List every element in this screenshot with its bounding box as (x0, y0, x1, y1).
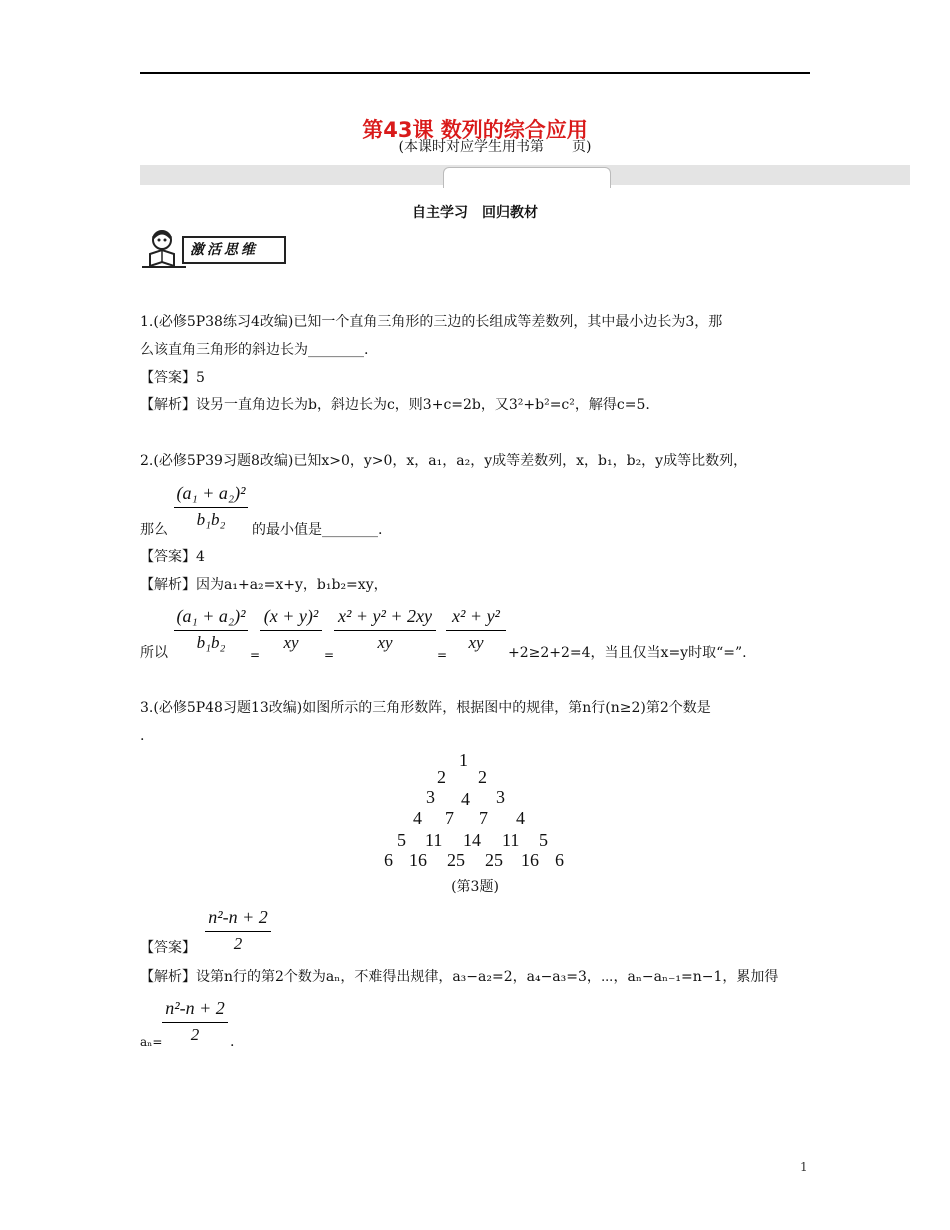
page-number: 1 (800, 1160, 808, 1174)
triangle-cell: 5 (539, 830, 548, 850)
q2-analysis-fraction-1 (174, 606, 248, 653)
q2-fraction-denominator: b₁b₂ (196, 510, 226, 529)
triangle-cell: 25 (485, 850, 503, 870)
section-tab (443, 167, 611, 188)
triangle-cell: 3 (426, 787, 435, 807)
triangle-cell: 7 (479, 808, 488, 828)
q3-answer-fraction (205, 907, 271, 954)
triangle-cell: 7 (445, 808, 454, 828)
fraction-bar (174, 630, 248, 631)
fraction-denominator: xy (468, 633, 484, 652)
figure-caption: (第3题) (451, 879, 499, 895)
fraction-denominator: b₁b₂ (196, 633, 226, 652)
q2-answer: 【答案】4 (140, 549, 205, 565)
q1-stem-line2: 么该直角三角形的斜边长为________. (140, 342, 369, 358)
q1-stem-line1: 1.(必修5P38练习4改编)已知一个直角三角形的三边的长组成等差数列，其中最小边长为3，那 (140, 314, 723, 330)
q2-analysis-tail: +2≥2+2=4，当且仅当x=y时取“=”. (508, 645, 747, 661)
q3-an-suffix: . (230, 1034, 235, 1050)
equals-sign: = (324, 648, 335, 662)
fraction-numerator: (x + y)² (263, 606, 319, 626)
q2-analysis: 【解析】因为a₁+a₂=x+y，b₁b₂=xy， (140, 577, 388, 593)
q2-analysis-fraction-3 (334, 606, 436, 653)
fraction-bar (260, 630, 322, 631)
triangle-cell: 1 (459, 750, 468, 770)
q2-so-label: 所以 (140, 645, 168, 661)
fraction-bar (174, 507, 248, 508)
triangle-cell: 4 (461, 789, 470, 809)
equals-sign: = (437, 648, 448, 662)
q3-answer-label: 【答案】 (140, 940, 196, 956)
section-heading: 自主学习 回归教材 (412, 205, 538, 221)
triangle-cell: 14 (463, 830, 481, 850)
q2-stem-prefix: 那么 (140, 522, 168, 538)
lesson-title: 第43课 数列的综合应用 (362, 118, 588, 142)
logo-label: 激活思维 (190, 242, 258, 258)
q3-stem-line2: . (140, 728, 145, 744)
fraction-denominator: 2 (190, 1025, 200, 1044)
fraction-numerator: x² + y² (452, 606, 500, 626)
fraction-numerator: x² + y² + 2xy (337, 606, 433, 626)
triangle-cell: 16 (409, 850, 427, 870)
triangle-cell: 11 (502, 830, 520, 850)
q2-fraction-numerator: (a₁ + a₂)² (176, 483, 246, 503)
triangle-cell: 2 (478, 767, 487, 787)
triangle-cell: 6 (555, 850, 564, 870)
q3-an-prefix: aₙ= (140, 1035, 163, 1049)
fraction-numerator: n²-n + 2 (165, 998, 225, 1018)
fraction-denominator: xy (377, 633, 393, 652)
q1-answer: 【答案】5 (140, 370, 205, 386)
triangle-cell: 4 (516, 808, 525, 828)
triangle-cell: 16 (521, 850, 539, 870)
triangle-cell: 3 (496, 787, 505, 807)
fraction-bar (205, 931, 271, 932)
lesson-subtitle: (本课时对应学生用书第 页) (398, 139, 592, 155)
triangle-cell: 5 (397, 830, 406, 850)
q2-analysis-fraction-4 (446, 606, 506, 653)
fraction-bar (446, 630, 506, 631)
triangle-cell: 25 (447, 850, 465, 870)
q3-stem-line1: 3.(必修5P48习题13改编)如图所示的三角形数阵，根据图中的规律，第n行(n≥2)第2个数是 (140, 700, 711, 716)
triangle-cell: 2 (437, 767, 446, 787)
fraction-denominator: xy (283, 633, 299, 652)
equals-sign: = (250, 648, 261, 662)
q2-analysis-fraction-2 (260, 606, 322, 653)
fraction-bar (334, 630, 436, 631)
q3-analysis: 【解析】设第n行的第2个数为aₙ，不难得出规律，a₃−a₂=2，a₄−a₃=3，⋯，aₙ−aₙ₋₁=n−1，累加得 (140, 969, 779, 985)
top-rule (140, 72, 810, 74)
triangle-cell: 4 (413, 808, 422, 828)
triangle-cell: 6 (384, 850, 393, 870)
q2-stem-suffix: 的最小值是________. (252, 522, 383, 538)
q2-fraction (174, 483, 248, 530)
fraction-denominator: 2 (233, 934, 243, 953)
q1-analysis: 【解析】设另一直角边长为b，斜边长为c，则3+c=2b，又3²+b²=c²，解得c=5. (140, 397, 650, 413)
fraction-bar (162, 1022, 228, 1023)
q3-analysis-fraction (162, 998, 228, 1045)
q2-stem-line1: 2.(必修5P39习题8改编)已知x>0，y>0，x，a₁，a₂，y成等差数列，x，b₁，b₂，y成等比数列， (140, 453, 748, 469)
fraction-numerator: (a₁ + a₂)² (176, 606, 246, 626)
fraction-numerator: n²-n + 2 (208, 907, 268, 927)
triangle-cell: 11 (425, 830, 443, 850)
activate-thinking-logo (140, 228, 285, 268)
